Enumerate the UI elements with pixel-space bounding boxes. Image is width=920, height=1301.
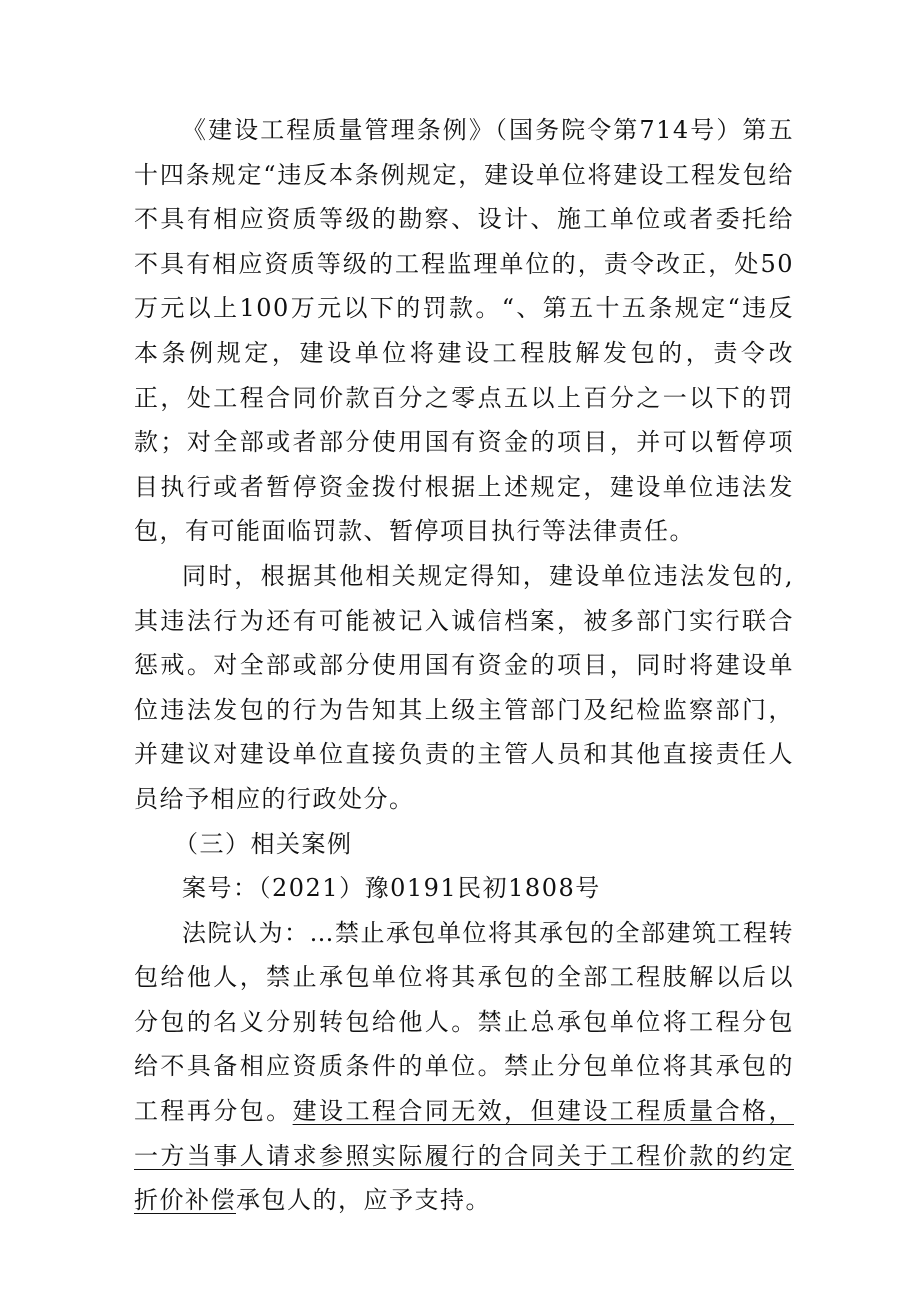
court-opinion-text: 法院认为：…禁止承包单位将其承包的全部建筑工程转包给他人，禁止承包单位将其承包的全部工程肢解以后以分包的名义分别转包给他人。禁止总承包单位将工程分包给不具备相应资质条件的单位。禁止分包单位将其承包的工程再分包。: [134, 918, 794, 1126]
section-heading: （三）相关案例: [174, 829, 353, 858]
paragraph-consequences: 同时，根据其他相关规定得知，建设单位违法发包的,其违法行为还有可能被记入诚信档案，被多部门实行联合惩戒。对全部或部分使用国有资金的项目，同时将建设单位违法发包的行为告知其上级主管部门及纪检监察部门，并建议对建设单位直接负责的主管人员和其他直接责任人员给予相应的行政处分。: [134, 561, 794, 813]
court-opinion-tail: 承包人的，应予支持。: [236, 1186, 491, 1215]
paragraph-regulation: 《建设工程质量管理条例》（国务院令第714号）第五十四条规定“违反本条例规定，建设单位将建设工程发包给不具有相应资质等级的勘察、设计、施工单位或者委托给不具有相应资质等级的工程监理单位的，责令改正，处50万元以上100万元以下的罚款。“、第五十五条规定“违反本条例规定，建设单位将建设工程肢解发包的，责令改正，处工程合同价款百分之零点五以上百分之一以下的罚款；对全部或者部分使用国有资金的项目，并可以暂停项目执行或者暂停资金拨付根据上述规定，建设单位违法发包，有可能面临罚款、暂停项目执行等法律责任。: [134, 116, 794, 546]
paragraph-court-opinion: [134, 911, 794, 1223]
court-opinion-underlined: 建设工程合同无效，但建设工程质量合格，一方当事人请求参照实际履行的合同关于工程价款的约定折价补偿: [134, 1097, 794, 1215]
case-number: 案号：（2021）豫0191民初1808号: [182, 874, 601, 903]
document-body: [134, 108, 794, 1223]
